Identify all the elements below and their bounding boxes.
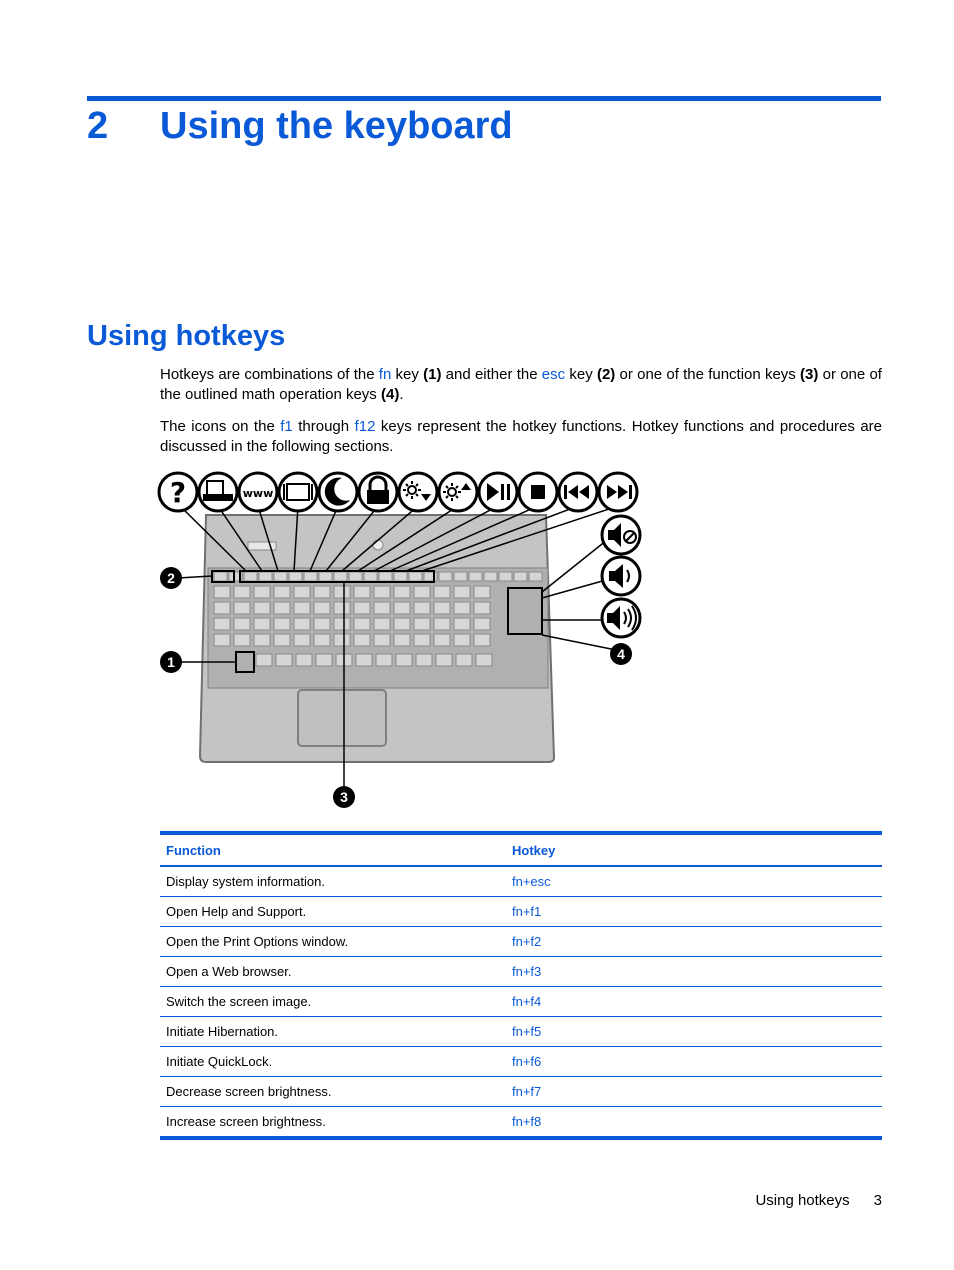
keyboard-key <box>314 618 330 630</box>
keyboard-key <box>254 586 270 598</box>
keyboard-key <box>256 654 272 666</box>
hotkey-cell: fn+f8 <box>506 1107 882 1139</box>
keyboard-key <box>394 586 410 598</box>
lock-icon <box>359 473 397 511</box>
table-row <box>160 927 882 957</box>
function-cell: Increase screen brightness. <box>160 1107 506 1139</box>
svg-text:3: 3 <box>340 789 348 805</box>
keyboard-key <box>379 572 392 581</box>
volume-up-icon <box>602 599 640 637</box>
keyboard-key <box>234 602 250 614</box>
keyboard-key <box>394 618 410 630</box>
function-cell: Initiate Hibernation. <box>160 1017 506 1047</box>
stop-icon <box>519 473 557 511</box>
keyboard-key <box>474 602 490 614</box>
keyboard-figure <box>156 470 646 815</box>
keyboard-key <box>276 654 292 666</box>
function-column-header: Function <box>160 833 506 866</box>
keyboard-key <box>396 654 412 666</box>
keyboard-key <box>214 618 230 630</box>
callout-2 <box>160 567 182 589</box>
keyboard-key <box>294 618 310 630</box>
svg-text:1: 1 <box>167 654 175 670</box>
next-track-icon <box>599 473 637 511</box>
page-number: 3 <box>873 1192 882 1209</box>
keyboard-key <box>214 634 230 646</box>
play-pause-icon <box>479 473 517 511</box>
keyboard-key <box>474 586 490 598</box>
previous-track-icon <box>559 473 597 511</box>
hotkey-cell: fn+f6 <box>506 1047 882 1077</box>
web-icon <box>239 473 277 511</box>
keyboard-key <box>434 634 450 646</box>
keyboard-key <box>334 572 347 581</box>
keyboard-key <box>296 654 312 666</box>
keyboard-key <box>374 618 390 630</box>
keyboard-key <box>349 572 362 581</box>
function-cell: Open the Print Options window. <box>160 927 506 957</box>
keyboard-key <box>474 618 490 630</box>
table-row <box>160 1107 882 1139</box>
screen-switch-icon <box>279 473 317 511</box>
function-cell: Open Help and Support. <box>160 897 506 927</box>
keyboard-key <box>394 572 407 581</box>
f12-key-term: f12 <box>354 418 376 435</box>
keyboard-key <box>274 602 290 614</box>
keyboard-key <box>414 618 430 630</box>
keyboard-key <box>274 572 287 581</box>
keyboard-key <box>454 586 470 598</box>
keyboard-key <box>354 602 370 614</box>
power-light <box>373 540 383 550</box>
keyboard-key <box>274 634 290 646</box>
fn-key-term: fn <box>378 366 392 383</box>
keyboard-key <box>254 618 270 630</box>
keyboard-key <box>214 602 230 614</box>
keyboard-key <box>314 634 330 646</box>
keyboard-key <box>439 572 452 581</box>
keyboard-key <box>434 602 450 614</box>
esc-key-term: esc <box>541 366 566 383</box>
section-title: Using hotkeys <box>87 320 286 352</box>
brightness-down-icon <box>399 473 437 511</box>
table-row <box>160 897 882 927</box>
function-cell: Open a Web browser. <box>160 957 506 987</box>
keyboard-key <box>234 618 250 630</box>
hotkey-column-header: Hotkey <box>506 833 882 866</box>
keyboard-key <box>474 634 490 646</box>
keyboard-key <box>424 572 437 581</box>
svg-text:2: 2 <box>167 570 175 586</box>
keyboard-key <box>436 654 452 666</box>
keyboard-key <box>314 586 330 598</box>
keyboard-key <box>469 572 482 581</box>
hotkey-cell: fn+f1 <box>506 897 882 927</box>
keyboard-key <box>416 654 432 666</box>
keyboard-key <box>454 602 470 614</box>
www-label: www <box>242 487 274 500</box>
keyboard-key <box>304 572 317 581</box>
keyboard-key <box>259 572 272 581</box>
function-cell: Display system information. <box>160 866 506 897</box>
table-row <box>160 987 882 1017</box>
hotkey-cell: fn+f3 <box>506 957 882 987</box>
table-row <box>160 1017 882 1047</box>
keyboard-key <box>529 572 542 581</box>
keyboard-key <box>374 634 390 646</box>
keyboard-key <box>289 572 302 581</box>
chapter-title: Using the keyboard <box>160 105 513 147</box>
keyboard-key <box>334 618 350 630</box>
keyboard-key <box>244 572 257 581</box>
keyboard-key <box>234 586 250 598</box>
keyboard-key <box>254 634 270 646</box>
volume-down-icon <box>602 557 640 595</box>
page-footer <box>755 1192 882 1209</box>
keyboard-key <box>414 602 430 614</box>
table-header-row <box>160 833 882 866</box>
keyboard-key <box>409 572 422 581</box>
keyboard-key <box>254 602 270 614</box>
mute-icon <box>602 516 640 554</box>
table-row <box>160 957 882 987</box>
keyboard-key <box>354 618 370 630</box>
keyboard-key <box>514 572 527 581</box>
hotkey-cell: fn+f4 <box>506 987 882 1017</box>
keyboard-key <box>454 572 467 581</box>
keyboard-key <box>214 586 230 598</box>
keyboard-key <box>274 618 290 630</box>
intro-paragraph: Hotkeys are combinations of the fn key (1) and either the esc key (2) or one of the function keys (3) or one of the outlined math operation keys (4). <box>160 366 882 403</box>
svg-text:4: 4 <box>617 646 625 662</box>
keyboard-key <box>374 586 390 598</box>
keyboard-key <box>454 618 470 630</box>
keyboard-key <box>334 602 350 614</box>
keyboard-key <box>334 634 350 646</box>
svg-text:?: ? <box>169 476 187 509</box>
keyboard-key <box>356 654 372 666</box>
keyboard-key <box>334 586 350 598</box>
keyboard-key <box>454 634 470 646</box>
brightness-up-icon <box>439 473 477 511</box>
keyboard-key <box>234 634 250 646</box>
hotkey-cell: fn+esc <box>506 866 882 897</box>
icons-paragraph: The icons on the f1 through f12 keys represent the hotkey functions. Hotkey functions and procedures are discussed in the following sections. <box>160 418 883 455</box>
keyboard-key <box>434 618 450 630</box>
keyboard-key <box>354 634 370 646</box>
function-cell: Decrease screen brightness. <box>160 1077 506 1107</box>
table-row <box>160 866 882 897</box>
help-icon <box>159 473 197 511</box>
hotkey-cell: fn+f7 <box>506 1077 882 1107</box>
f1-key-term: f1 <box>280 418 293 435</box>
callout-3 <box>333 786 355 808</box>
function-cell: Switch the screen image. <box>160 987 506 1017</box>
hotkey-cell: fn+f2 <box>506 927 882 957</box>
touchpad <box>298 690 386 746</box>
keyboard-key <box>394 602 410 614</box>
keyboard-key <box>314 602 330 614</box>
keyboard-key <box>499 572 512 581</box>
hibernation-icon <box>319 473 357 511</box>
keyboard-key <box>414 586 430 598</box>
keyboard-key <box>484 572 497 581</box>
function-cell: Initiate QuickLock. <box>160 1047 506 1077</box>
callout-4 <box>610 643 632 665</box>
table-row <box>160 1077 882 1107</box>
keyboard-key <box>456 654 472 666</box>
keyboard-key <box>316 654 332 666</box>
keyboard-key <box>294 586 310 598</box>
keyboard-key <box>434 586 450 598</box>
keyboard-key <box>274 586 290 598</box>
keyboard-key <box>294 634 310 646</box>
chapter-heading <box>87 100 513 152</box>
keyboard-key <box>394 634 410 646</box>
keyboard-key <box>354 586 370 598</box>
print-icon <box>199 473 237 511</box>
hotkey-table <box>160 831 882 1140</box>
table-row <box>160 1047 882 1077</box>
chapter-number: 2 <box>87 105 109 147</box>
keyboard-key <box>214 572 227 581</box>
footer-section-title: Using hotkeys <box>755 1192 850 1209</box>
keyboard-key <box>376 654 392 666</box>
keyboard-key <box>476 654 492 666</box>
keyboard-key <box>374 602 390 614</box>
keyboard-key <box>364 572 377 581</box>
keyboard-key <box>294 602 310 614</box>
keyboard-key <box>414 634 430 646</box>
callout-1 <box>160 651 182 673</box>
hotkey-cell: fn+f5 <box>506 1017 882 1047</box>
keyboard-key <box>319 572 332 581</box>
